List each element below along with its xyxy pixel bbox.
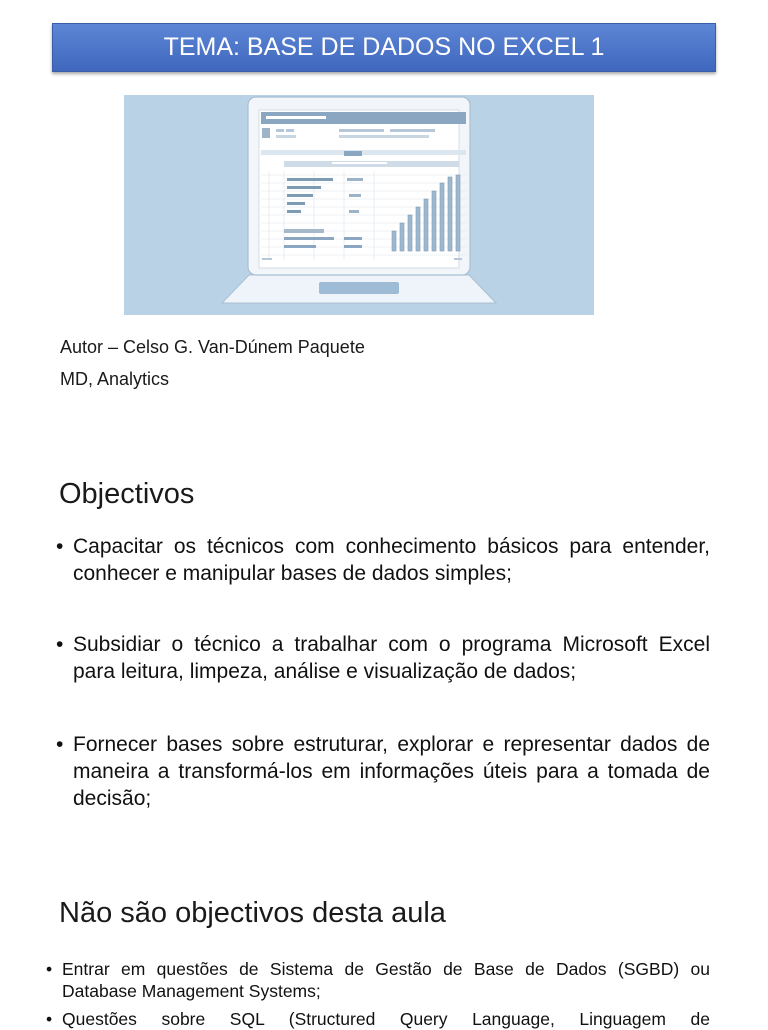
- bullet-dot: •: [56, 733, 64, 756]
- objectives-heading: Objectivos: [59, 478, 195, 510]
- objective-item: • Capacitar os técnicos com conhecimento básicos para entender, conhecer e manipular bases de dados simples;: [56, 535, 710, 585]
- bullet-dot: •: [46, 1009, 53, 1029]
- bullet-dot: •: [56, 633, 64, 656]
- laptop-spreadsheet-icon: [124, 95, 594, 315]
- author-title: MD, Analytics: [60, 369, 170, 389]
- bullet-dot: •: [46, 959, 53, 979]
- bullet-dot: •: [56, 535, 64, 558]
- objective-item: • Fornecer bases sobre estruturar, explorar e representar dados de maneira a transformá-los em informações úteis para a tomada de decisão;: [56, 733, 710, 810]
- objective-item: • Subsidiar o técnico a trabalhar com o programa Microsoft Excel para leitura, limpeza, análise e visualização de dados;: [56, 633, 710, 683]
- non-objectives-heading: Não são objectivos desta aula: [59, 897, 446, 929]
- page-title: TEMA: BASE DE DADOS NO EXCEL 1: [163, 33, 605, 61]
- author-name: Autor – Celso G. Van-Dúnem Paquete: [60, 337, 365, 357]
- title-banner: [52, 23, 716, 72]
- non-objective-item: • Questões sobre SQL (Structured Query Language, Linguagem de: [46, 1009, 710, 1029]
- non-objective-item: • Entrar em questões de Sistema de Gestão de Base de Dados (SGBD) ou Database Management Systems;: [46, 959, 710, 1001]
